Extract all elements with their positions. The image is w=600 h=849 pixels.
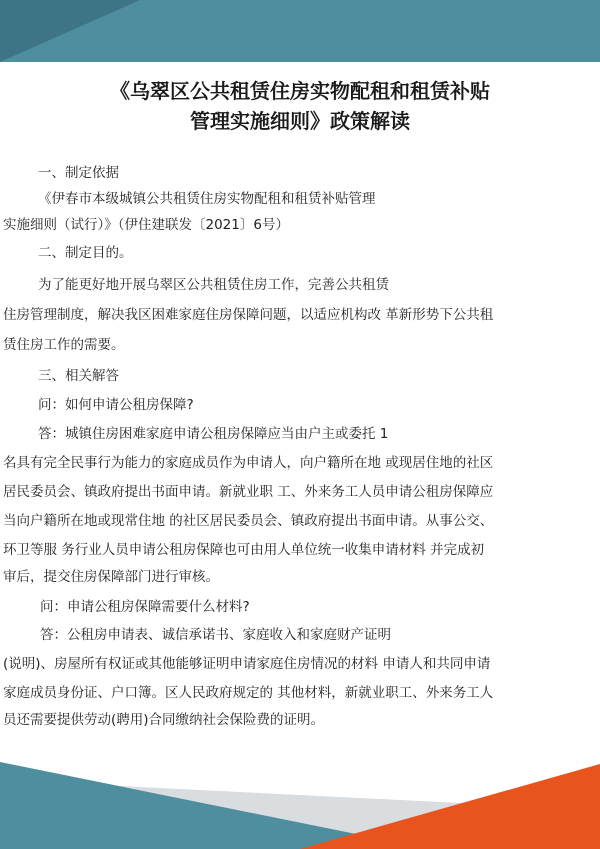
- answer-1-line: 审后，提交住房保障部门进行审核。: [3, 569, 219, 585]
- bottom-decorative-shapes: [0, 740, 600, 849]
- heading-purpose: 二、制定目的。: [38, 245, 133, 261]
- paragraph-line: 实施细则（试行）》（伊住建联发〔2021〕6号）: [3, 217, 289, 233]
- answer-1-line: 名具有完全民事行为能力的家庭成员作为申请人，向户籍所在地 或现居住地的社区: [3, 455, 494, 471]
- question-2: 问：申请公租房保障需要什么材料?: [40, 599, 250, 615]
- heading-qa: 三、相关解答: [38, 368, 119, 384]
- answer-1-line: 环卫等服 务行业人员申请公租房保障也可由用人单位统一收集申请材料 并完成初: [3, 542, 485, 558]
- answer-1-line: 当向户籍所在地或现常住地 的社区居民委员会、镇政府提出书面申请。从事公交、: [3, 513, 494, 529]
- top-decorative-band: [0, 0, 600, 62]
- answer-2-line: 家庭成员身份证、户口簿。区人民政府规定的 其他材料，新就业职工、外来务工人: [3, 685, 494, 701]
- answer-1-line: 居民委员会、镇政府提出书面申请。新就业职 工、外来务工人员申请公租房保障应: [3, 484, 494, 500]
- answer-2-line: 员还需要提供劳动(聘用)合同缴纳社会保险费的证明。: [3, 712, 325, 728]
- answer-1-line: 答：城镇住房困难家庭申请公租房保障应当由户主或委托 1: [38, 426, 389, 442]
- top-band-shade: [0, 0, 140, 62]
- title-line-2: 管理实施细则》政策解读: [190, 109, 410, 133]
- heading-basis: 一、制定依据: [38, 165, 119, 181]
- question-1: 问：如何申请公租房保障?: [38, 397, 194, 413]
- paragraph-line: 住房管理制度，解决我区困难家庭住房保障问题，以适应机构改 革新形势下公共租: [3, 307, 494, 323]
- paragraph-line: 赁住房工作的需要。: [3, 337, 125, 353]
- paragraph-line: 《伊春市本级城镇公共租赁住房实物配租和租赁补贴管理: [38, 191, 376, 207]
- answer-2-line: 答：公租房申请表、诚信承诺书、家庭收入和家庭财产证明: [40, 627, 391, 643]
- paragraph-line: 为了能更好地开展乌翠区公共租赁住房工作，完善公共租赁: [38, 277, 389, 293]
- answer-2-line: (说明)、房屋所有权证或其他能够证明申请家庭住房情况的材料 申请人和共同申请: [3, 656, 491, 672]
- title-line-1: 《乌翠区公共租赁住房实物配租和租赁补贴: [110, 79, 490, 103]
- document-title: [0, 76, 600, 136]
